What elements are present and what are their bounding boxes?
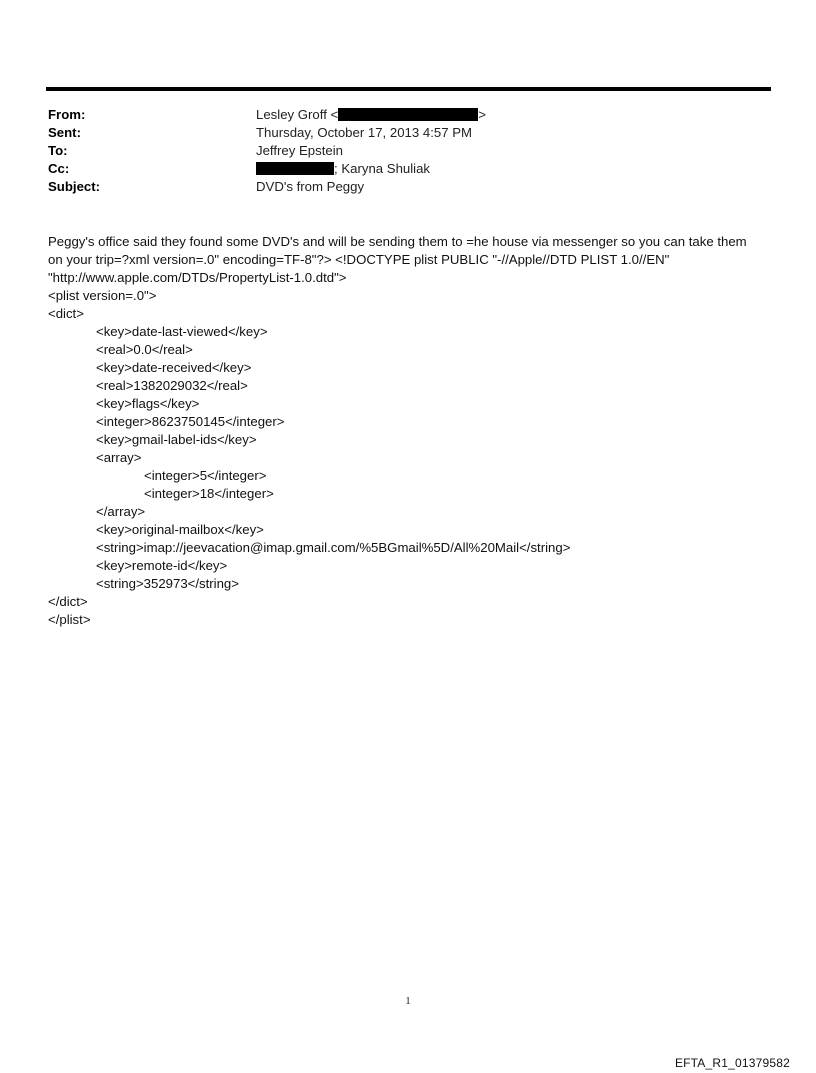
from-tail: > xyxy=(478,107,486,122)
cc-row xyxy=(48,160,768,178)
subject-value: DVD's from Peggy xyxy=(256,179,365,194)
body-line: <key>date-last-viewed</key> xyxy=(96,324,268,339)
sent-label: Sent: xyxy=(48,125,81,140)
body-line: <key>original-mailbox</key> xyxy=(96,522,264,537)
to-value: Jeffrey Epstein xyxy=(256,143,343,158)
sent-row xyxy=(48,124,768,142)
body-line: </array> xyxy=(96,504,146,519)
to-row xyxy=(48,142,768,160)
body-line: <key>gmail-label-ids</key> xyxy=(96,432,257,447)
body-line: on your trip=?xml version=.0" encoding=TF-8"?> <!DOCTYPE plist PUBLIC "-//Apple//DTD PLIST 1.0//EN" xyxy=(48,252,670,267)
page-number: 1 xyxy=(405,995,411,1007)
body-line: <integer>5</integer> xyxy=(144,468,267,483)
body-line: <key>date-received</key> xyxy=(96,360,252,375)
cc-label: Cc: xyxy=(48,161,70,176)
body-line: "http://www.apple.com/DTDs/PropertyList-1.0.dtd"> xyxy=(48,270,347,285)
document-id: EFTA_R1_01379582 xyxy=(674,1056,790,1070)
body-line: <key>flags</key> xyxy=(96,396,200,411)
subject-row xyxy=(48,178,768,196)
body-line: <string>imap://jeevacation@imap.gmail.com/%5BGmail%5D/All%20Mail</string> xyxy=(96,540,571,555)
body-line: <array> xyxy=(96,450,142,465)
to-label: To: xyxy=(48,143,68,158)
redaction-box xyxy=(256,162,334,175)
sent-value: Thursday, October 17, 2013 4:57 PM xyxy=(256,125,473,140)
body-line: Peggy's office said they found some DVD's and will be sending them to =he house via messenger so you can take them xyxy=(48,234,747,249)
from-value xyxy=(256,106,486,124)
body-line: <string>352973</string> xyxy=(96,576,239,591)
body-line: </plist> xyxy=(48,612,91,627)
subject-label: Subject: xyxy=(48,179,101,194)
body-line: <integer>18</integer> xyxy=(144,486,274,501)
email-header xyxy=(48,106,768,196)
body-line: <key>remote-id</key> xyxy=(96,558,228,573)
email-body xyxy=(48,233,778,629)
from-row xyxy=(48,106,768,124)
body-line: <plist version=.0"> xyxy=(48,288,157,303)
body-line: <integer>8623750145</integer> xyxy=(96,414,285,429)
body-line: <dict> xyxy=(48,306,84,321)
redaction-box xyxy=(338,108,478,121)
cc-names: ; Karyna Shuliak xyxy=(334,161,431,176)
body-line: <real>1382029032</real> xyxy=(96,378,248,393)
body-line: <real>0.0</real> xyxy=(96,342,193,357)
from-label: From: xyxy=(48,107,86,122)
body-line: </dict> xyxy=(48,594,88,609)
cc-value xyxy=(256,160,430,178)
from-name: Lesley Groff < xyxy=(256,107,339,122)
header-divider xyxy=(46,87,771,91)
